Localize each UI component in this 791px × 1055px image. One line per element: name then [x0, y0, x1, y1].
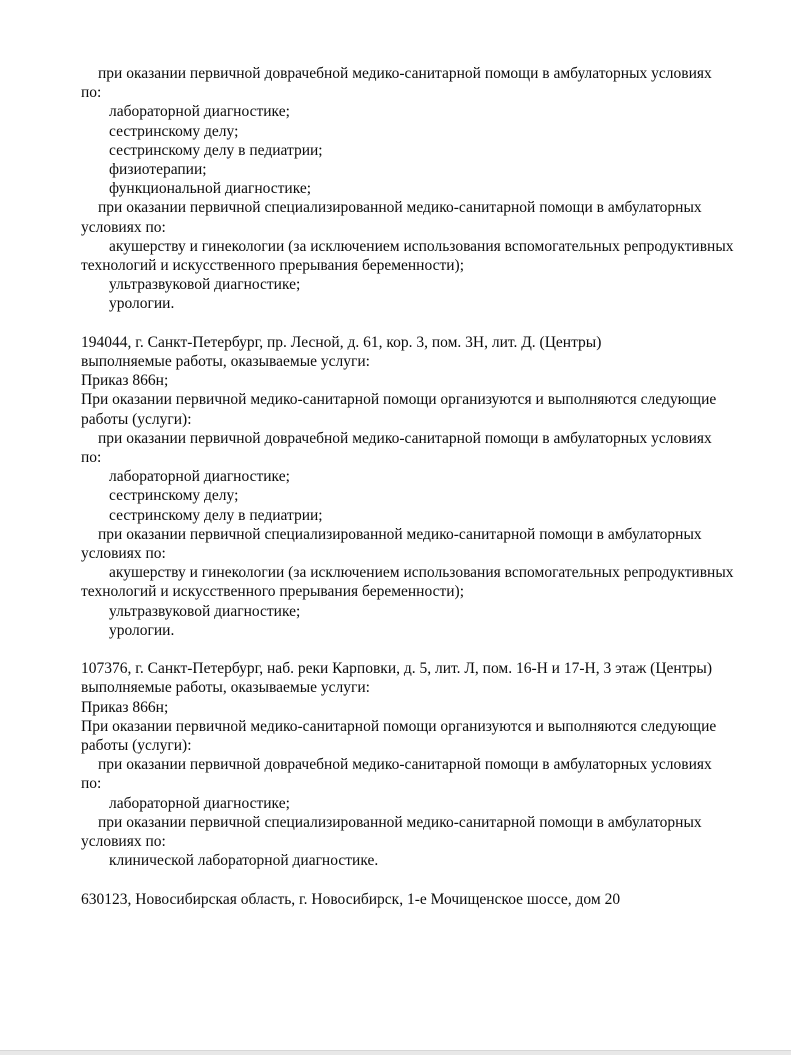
text-line: работы (услуги): [81, 737, 192, 755]
text-line: лабораторной диагностике; [109, 468, 290, 486]
text-line: по: [81, 84, 102, 102]
text-line: выполняемые работы, оказываемые услуги: [81, 679, 370, 697]
address-block-lesnoy [81, 333, 771, 640]
text-line: по: [81, 449, 102, 467]
text-line: сестринскому делу; [109, 122, 239, 140]
text-line: физиотерапии; [109, 161, 207, 179]
address-block-novosibirsk [81, 890, 771, 909]
address-line: 630123, Новосибирская область, г. Новосибирск, 1-е Мочищенское шоссе, дом 20 [81, 890, 621, 908]
text-line: работы (услуги): [81, 410, 192, 428]
text-line: сестринскому делу в педиатрии; [109, 506, 323, 524]
text-line: урологии. [109, 621, 175, 639]
text-line: при оказании первичной доврачебной медико-санитарной помощи в амбулаторных условиях [98, 429, 712, 447]
text-line: при оказании первичной специализированной медико-санитарной помощи в амбулаторных [98, 525, 702, 543]
text-line: сестринскому делу в педиатрии; [109, 141, 323, 159]
text-line: Приказ 866н; [81, 372, 169, 390]
text-line: по: [81, 775, 102, 793]
address-line: 194044, г. Санкт-Петербург, пр. Лесной, д. 61, кор. 3, пом. 3Н, лит. Д. (Центры) [81, 333, 602, 351]
text-line: клинической лабораторной диагностике. [109, 852, 379, 870]
text-line: при оказании первичной доврачебной медико-санитарной помощи в амбулаторных условиях [98, 756, 712, 774]
text-line: технологий и искусственного прерывания беременности); [81, 583, 465, 601]
text-line: сестринскому делу; [109, 487, 239, 505]
text-line: при оказании первичной специализированной медико-санитарной помощи в амбулаторных [98, 199, 702, 217]
text-line: акушерству и гинекологии (за исключением использования вспомогательных репродуктивных [109, 564, 734, 582]
text-line: ультразвуковой диагностике; [109, 602, 301, 620]
works-list-continuation [81, 64, 771, 314]
license-text [81, 64, 771, 928]
text-line: ультразвуковой диагностике; [109, 276, 301, 294]
text-line: акушерству и гинекологии (за исключением использования вспомогательных репродуктивных [109, 237, 734, 255]
text-line: при оказании первичной специализированной медико-санитарной помощи в амбулаторных [98, 813, 702, 831]
horizontal-scrollbar-track[interactable] [0, 1050, 791, 1055]
text-line: технологий и искусственного прерывания беременности); [81, 257, 465, 275]
text-line: условиях по: [81, 545, 166, 563]
text-line: условиях по: [81, 218, 166, 236]
text-line: условиях по: [81, 833, 166, 851]
text-line: при оказании первичной доврачебной медико-санитарной помощи в амбулаторных условиях [98, 65, 712, 82]
text-line: выполняемые работы, оказываемые услуги: [81, 353, 370, 371]
text-line: Приказ 866н; [81, 698, 169, 716]
address-block-karpovka [81, 659, 771, 870]
text-line: При оказании первичной медико-санитарной помощи организуются и выполняются следующие [81, 717, 717, 735]
text-line: урологии. [109, 295, 175, 313]
text-line: лабораторной диагностике; [109, 794, 290, 812]
text-line: При оказании первичной медико-санитарной помощи организуются и выполняются следующие [81, 391, 717, 409]
address-line: 107376, г. Санкт-Петербург, наб. реки Карповки, д. 5, лит. Л, пом. 16-Н и 17-Н, 3 этаж (Центры) [81, 660, 712, 678]
text-line: лабораторной диагностике; [109, 103, 290, 121]
text-line: функциональной диагностике; [109, 180, 312, 198]
